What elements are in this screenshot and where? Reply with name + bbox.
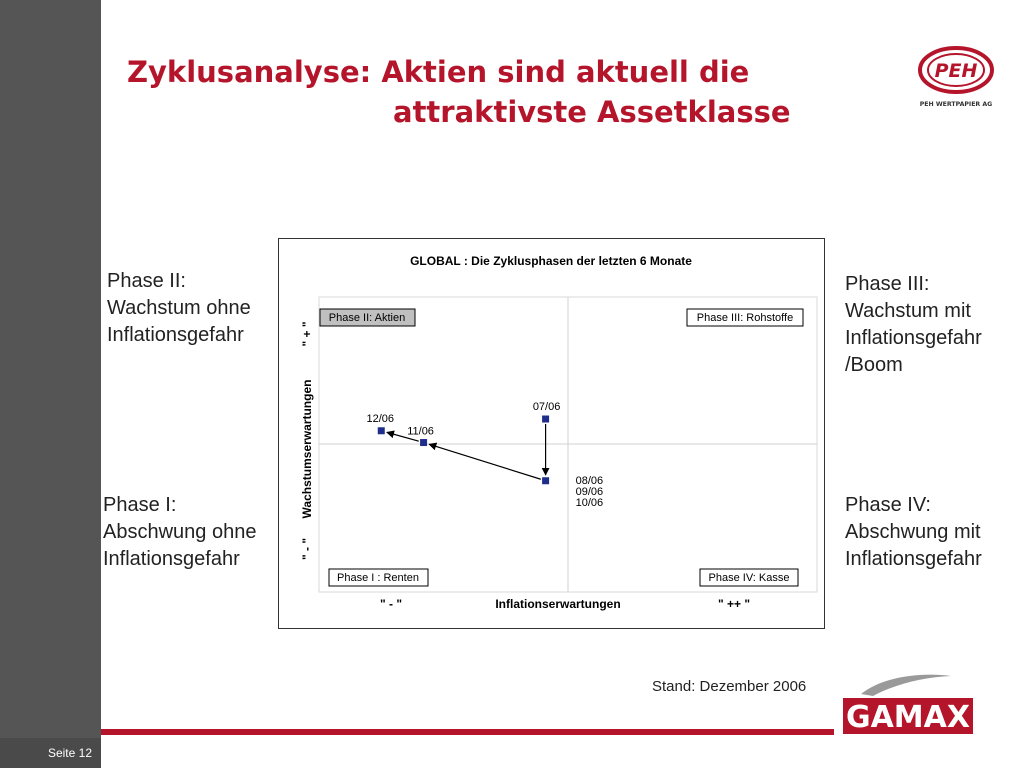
slide-title: [127, 52, 791, 132]
phase-3-line: /Boom: [845, 354, 903, 376]
trend-arrow: [429, 444, 541, 479]
gamax-logo: [843, 672, 973, 734]
phase-4-line: Abschwung mit: [845, 521, 981, 543]
peh-logo-subtext: PEH WERTPAPIER AG: [919, 101, 993, 108]
phase-4-line: Inflationsgefahr: [845, 548, 982, 570]
data-point-label: 07/06: [532, 401, 561, 414]
y-axis-title: Wachstumserwartungen: [300, 379, 314, 519]
phase-1-line: Phase I:: [103, 494, 177, 516]
gamax-logo-text: GAMAX: [845, 700, 971, 734]
data-point-label: 11/06: [407, 425, 434, 438]
phase-1-line: Abschwung ohne: [103, 521, 257, 543]
chart-title: GLOBAL : Die Zyklusphasen der letzten 6 Monate: [410, 254, 692, 268]
x-axis-low-label: " - ": [379, 597, 403, 611]
chart-frame: [278, 238, 825, 629]
phase-2-line: Wachstum ohne: [107, 297, 251, 319]
phase-4-line: Phase IV:: [845, 494, 931, 516]
title-line-2: attraktivste Assetklasse: [393, 95, 791, 129]
left-sidebar: [0, 0, 101, 768]
quadrant-label-phase-1: Phase I : Renten: [337, 572, 419, 584]
cycle-chart: [279, 239, 824, 628]
phase-3-line: Inflationsgefahr: [845, 327, 982, 349]
phase-4-description: [845, 492, 982, 573]
quadrant-label-phase-4: Phase IV: Kasse: [708, 572, 790, 584]
quadrant-label-phase-3: Phase III: Rohstoffe: [696, 312, 794, 324]
x-axis-title: Inflationserwartungen: [495, 597, 621, 611]
phase-2-line: Phase II:: [107, 270, 186, 292]
phase-2-line: Inflationsgefahr: [107, 324, 244, 346]
footer-rule: [101, 729, 834, 735]
y-axis-low-label: " - ": [300, 537, 314, 561]
phase-2-description: [107, 268, 251, 349]
title-line-1: Zyklusanalyse: Aktien sind aktuell die: [127, 55, 750, 89]
data-point-label: 12/06: [366, 412, 395, 425]
peh-logo-text: PEH: [934, 60, 978, 82]
y-axis-high-label: " + ": [300, 321, 314, 347]
x-axis-high-label: " ++ ": [717, 597, 751, 611]
data-point: [378, 427, 385, 434]
phase-3-line: Wachstum mit: [845, 300, 971, 322]
data-point-label: 08/06 09/06 10/06: [575, 474, 604, 509]
data-point: [542, 477, 549, 484]
page-number: Seite 12: [0, 738, 101, 768]
phase-3-description: [845, 271, 982, 379]
quadrant-label-phase-2: Phase II: Aktien: [328, 312, 406, 324]
data-point: [420, 439, 427, 446]
phase-3-line: Phase III:: [845, 273, 930, 295]
phase-1-description: [103, 492, 256, 573]
phase-1-line: Inflationsgefahr: [103, 548, 240, 570]
gamax-swoosh-icon: [861, 675, 951, 696]
stand-date: Stand: Dezember 2006: [652, 678, 807, 695]
peh-logo: [916, 44, 996, 114]
data-point: [542, 416, 549, 423]
